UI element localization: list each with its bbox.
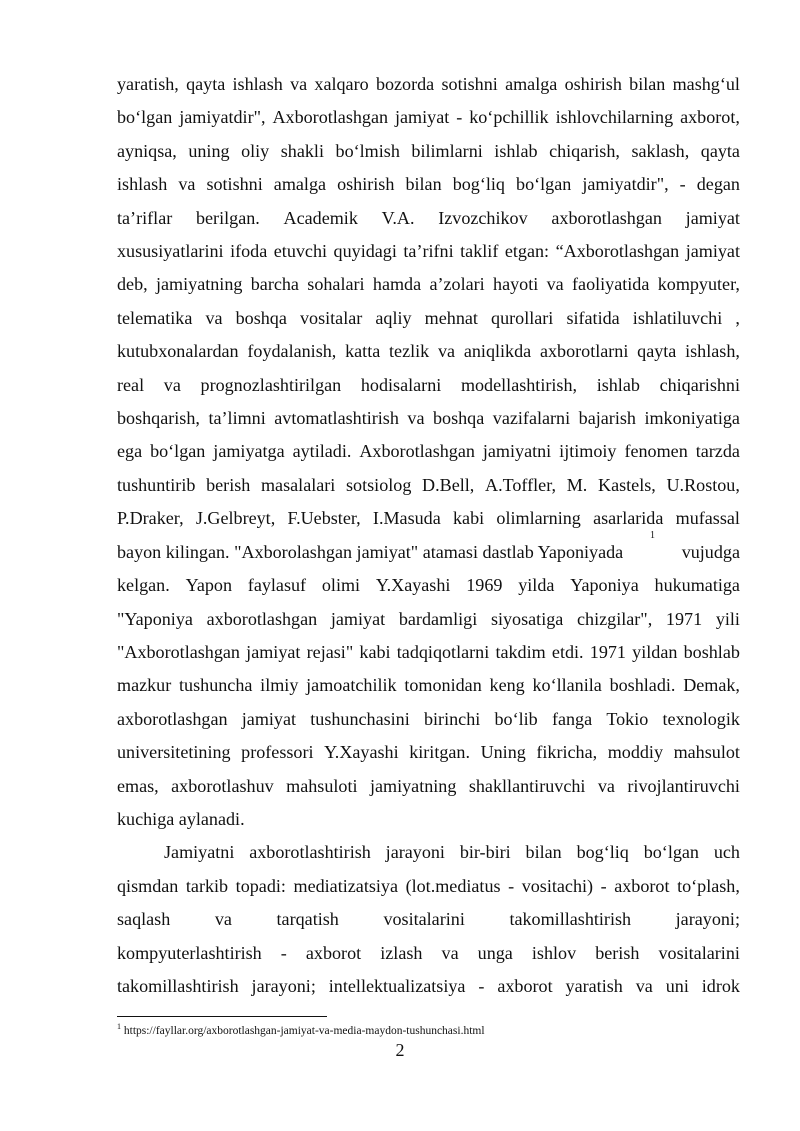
- word: axborotlashuv: [171, 775, 274, 796]
- word: tushuncha: [179, 675, 253, 696]
- word: I.Masuda: [372, 508, 441, 529]
- word: va: [178, 174, 196, 195]
- text-line: [117, 302, 740, 335]
- paragraph-first-line: [117, 836, 740, 869]
- text-line: [117, 770, 740, 803]
- word: ta’rifni: [403, 241, 454, 262]
- word: bo‘lgan: [643, 842, 699, 863]
- word: -: [600, 875, 607, 896]
- word: ,: [735, 307, 740, 328]
- text-line: [117, 569, 740, 602]
- text-line: [117, 68, 740, 101]
- word: -: [456, 107, 463, 128]
- word: Jamiyatni: [164, 842, 235, 863]
- word: va: [214, 909, 232, 930]
- word: uning: [188, 140, 230, 161]
- footnote-separator: [117, 1016, 327, 1017]
- word: ishlab: [494, 140, 538, 161]
- word: ishlovchilarning: [555, 107, 674, 128]
- word: -: [280, 942, 287, 963]
- word: axborot: [305, 942, 362, 963]
- word: takdim: [495, 641, 546, 662]
- word: kabi: [359, 641, 391, 662]
- word: ishlatiluvchi: [632, 307, 723, 328]
- word: axborotlarni: [539, 341, 629, 362]
- text-line: [117, 970, 740, 1003]
- word: ko‘llanila: [532, 675, 602, 696]
- word: tushunchasini: [310, 708, 410, 729]
- word: U.Rostou,: [666, 474, 740, 495]
- text-line: [117, 669, 740, 702]
- word: tarkib: [185, 875, 229, 896]
- word: vositalarini: [658, 942, 740, 963]
- word: bozorda: [375, 74, 435, 94]
- word: prognozlashtirilgan: [200, 374, 342, 395]
- word: etgan:: [504, 241, 550, 262]
- word: axborotlashgan: [206, 608, 318, 629]
- word: shakli: [280, 140, 324, 161]
- word: sotishni: [441, 74, 498, 94]
- word: 1969: [466, 575, 503, 596]
- word: boshqa: [433, 408, 485, 429]
- word: boshladi.: [609, 675, 676, 696]
- word: bilan: [629, 74, 666, 94]
- word: -: [508, 875, 515, 896]
- word: mashg‘ul: [672, 74, 740, 94]
- word: ayniqsa,: [117, 140, 177, 161]
- word: avtomatlashtirish: [274, 408, 399, 429]
- word: A.Toffler,: [485, 474, 557, 495]
- word: olimlarning: [496, 508, 581, 529]
- word: foydalanish,: [247, 341, 337, 362]
- word: Academik: [283, 207, 358, 228]
- word: xususiyatlarini: [117, 241, 224, 262]
- word: qayta: [637, 341, 677, 362]
- text-line-part: vujudga: [681, 541, 740, 562]
- word: saklash,: [631, 140, 690, 161]
- word: quyidagi: [333, 241, 397, 262]
- word: jamiyatning: [369, 775, 457, 796]
- word: Yapon: [185, 575, 232, 596]
- word: jarayoni;: [251, 975, 316, 996]
- text-line-with-footnote-ref: [117, 529, 740, 569]
- word: jamiyatni: [482, 441, 552, 462]
- word: masalalari: [260, 474, 336, 495]
- word: keng: [489, 675, 525, 696]
- text-line: [117, 903, 740, 936]
- word: chiqarish,: [549, 140, 620, 161]
- word: real: [117, 374, 145, 395]
- word: ta’riflar: [117, 207, 173, 228]
- word: texnologik: [662, 708, 740, 729]
- word: olimi: [321, 575, 361, 596]
- word: hamda: [372, 274, 422, 295]
- word: rejasi": [306, 641, 354, 662]
- word: kiritgan.: [409, 742, 470, 763]
- word: jamiyatning: [155, 274, 243, 295]
- word: faoliyatida: [572, 274, 650, 295]
- word: shakllantiruvchi: [468, 775, 586, 796]
- word: qismdan: [117, 875, 179, 896]
- word: "Yaponiya: [117, 608, 193, 629]
- footnote-link[interactable]: https://fayllar.org/axborotlashgan-jamiyat-va-media-maydon-tushunchasi.html: [123, 1025, 485, 1037]
- word: ijtimoiy: [559, 441, 617, 462]
- text-line: [117, 502, 740, 535]
- word: tarzda: [695, 441, 740, 462]
- word: jamiyat: [246, 641, 301, 662]
- word: V.A.: [381, 207, 415, 228]
- word: ishlash: [232, 74, 283, 94]
- text-line: [117, 369, 740, 402]
- word: ishlab: [596, 374, 640, 395]
- word: jamiyat: [395, 107, 450, 128]
- word: oliy: [241, 140, 270, 161]
- word: -: [679, 174, 686, 195]
- word: hayoti: [493, 274, 539, 295]
- word: sifatida: [566, 307, 620, 328]
- word: Izvozchikov: [438, 207, 528, 228]
- word: uch: [713, 842, 740, 863]
- word: jamiyat: [685, 207, 740, 228]
- word: xalqaro: [314, 74, 369, 94]
- word: vositalar: [299, 307, 363, 328]
- word: ega: [117, 441, 143, 462]
- word: boshqa: [235, 307, 287, 328]
- word: bog‘liq: [576, 842, 629, 863]
- word: axborotlashgan: [117, 708, 228, 729]
- word: fenomen: [624, 441, 688, 462]
- word: takomillashtirish: [509, 909, 632, 930]
- word: saqlash: [117, 909, 171, 930]
- word: siyosatiga: [490, 608, 564, 629]
- word: axborot,: [680, 107, 740, 128]
- word: axborotlashtirish: [249, 842, 371, 863]
- word: ifoda: [230, 241, 268, 262]
- word: jarayoni;: [675, 909, 740, 930]
- word: kelgan.: [117, 575, 170, 596]
- word: P.Draker,: [117, 508, 184, 529]
- word: mazkur: [117, 675, 172, 696]
- text-line: [117, 135, 740, 168]
- word: jamoatchilik: [306, 675, 397, 696]
- text-line: [117, 335, 740, 368]
- word: kompyuter,: [657, 274, 740, 295]
- word: Axborotlashgan: [359, 441, 475, 462]
- footnote: [117, 1024, 485, 1038]
- word: taklif: [460, 241, 499, 262]
- word: mehnat: [424, 307, 478, 328]
- word: birinchi: [423, 708, 481, 729]
- word: sotishni: [206, 174, 263, 195]
- word: tezlik: [389, 341, 430, 362]
- word: katta: [345, 341, 381, 362]
- word: tomonidan: [404, 675, 482, 696]
- word: qurollari: [491, 307, 554, 328]
- word: idrok: [701, 975, 740, 996]
- text-line: [117, 202, 740, 235]
- word: topadi:: [235, 875, 286, 896]
- word: faylasuf: [247, 575, 307, 596]
- word: J.Gelbreyt,: [195, 508, 276, 529]
- word: etdi.: [551, 641, 584, 662]
- word: boshlab: [683, 641, 740, 662]
- text-line: [117, 435, 740, 468]
- word: kutubxonalardan: [117, 341, 239, 362]
- word: uni: [665, 975, 689, 996]
- word: va: [438, 341, 456, 362]
- word: bog‘liq: [452, 174, 505, 195]
- word: bo‘lgan: [150, 441, 206, 462]
- word: berish: [206, 474, 251, 495]
- word: modellashtirish,: [460, 374, 578, 395]
- word: "Axborotlashgan: [117, 641, 240, 662]
- word: Axborotlashgan: [272, 107, 389, 128]
- text-line: [117, 168, 740, 201]
- word: mahsuloti: [286, 775, 358, 796]
- word: asarlarida: [593, 508, 664, 529]
- word: vositalarini: [383, 909, 465, 930]
- word: takomillashtirish: [117, 975, 239, 996]
- word: tarqatish: [276, 909, 339, 930]
- text-line: [117, 937, 740, 970]
- word: F.Uebster,: [287, 508, 361, 529]
- word: ishlov: [531, 942, 577, 963]
- word: Demak,: [683, 675, 740, 696]
- word: Kastels,: [598, 474, 656, 495]
- word: imkoniyatiga: [644, 408, 740, 429]
- word: oshirish: [564, 74, 622, 94]
- body-text: [117, 68, 740, 1003]
- word: sohalari: [307, 274, 365, 295]
- word: a’zolari: [429, 274, 485, 295]
- text-line-part: bayon kilingan. "Axborolashgan jamiyat" atamasi dastlab Yaponiyada: [117, 541, 624, 562]
- word: va: [407, 408, 425, 429]
- word: bo‘lgan: [516, 174, 572, 195]
- word: ta’limni: [208, 408, 266, 429]
- word: ishlash: [117, 174, 168, 195]
- word: bajarish: [578, 408, 636, 429]
- word: yili: [715, 608, 740, 629]
- word: va: [290, 74, 308, 94]
- word: oshirish: [337, 174, 395, 195]
- word: aniqlikda: [463, 341, 532, 362]
- word: yildan: [632, 641, 678, 662]
- word: unga: [477, 942, 513, 963]
- word: jamiyatdir",: [582, 174, 669, 195]
- word: vositachi): [521, 875, 594, 896]
- word: bilan: [525, 842, 562, 863]
- word: berilgan.: [195, 207, 260, 228]
- word: 1971: [665, 608, 703, 629]
- text-line: [117, 870, 740, 903]
- word: hodisalarni: [360, 374, 442, 395]
- text-line: [117, 402, 740, 435]
- text-line: [117, 268, 740, 301]
- word: va: [205, 307, 223, 328]
- word: rivojlantiruvchi: [627, 775, 740, 796]
- word: aqliy: [375, 307, 412, 328]
- word: yaratish: [565, 975, 623, 996]
- word: berish: [595, 942, 640, 963]
- word: Y.Xayashi: [324, 742, 399, 763]
- word: amalga: [505, 74, 558, 94]
- word: boshqarish,: [117, 408, 200, 429]
- word: jamiyat: [685, 241, 740, 262]
- word: intellektualizatsiya: [328, 975, 466, 996]
- word: Y.Xayashi: [375, 575, 451, 596]
- word: fanga: [551, 708, 593, 729]
- word: bilimlarni: [411, 140, 483, 161]
- word: jamiyatga: [213, 441, 285, 462]
- text-line: [117, 469, 740, 502]
- word: 1971: [589, 641, 626, 662]
- word: (lot.mediatus: [405, 875, 501, 896]
- word: tadqiqotlarni: [396, 641, 490, 662]
- word: aytiladi.: [292, 441, 352, 462]
- word: D.Bell,: [422, 474, 475, 495]
- word: jamiyat: [241, 708, 297, 729]
- word: kompyuterlashtirish: [117, 942, 262, 963]
- word: kabi: [453, 508, 485, 529]
- word: vazifalarni: [492, 408, 571, 429]
- word: “Axborotlashgan: [555, 241, 680, 262]
- word: to‘plash,: [677, 875, 740, 896]
- word: bo‘lgan: [117, 107, 173, 128]
- word: mahsulot: [673, 742, 740, 763]
- text-line: [117, 603, 740, 636]
- word: axborotlashgan: [551, 207, 662, 228]
- word: chizgilar",: [577, 608, 653, 629]
- word: amalga: [273, 174, 327, 195]
- text-line: [117, 101, 740, 134]
- word: professori: [241, 742, 314, 763]
- word: telematika: [117, 307, 193, 328]
- text-line: [117, 703, 740, 736]
- word: ko‘pchillik: [469, 107, 549, 128]
- word: va: [597, 775, 615, 796]
- word: deb,: [117, 274, 148, 295]
- page-number: 2: [395, 1040, 405, 1060]
- word: tushuntirib: [117, 474, 196, 495]
- word: bo‘lmish: [335, 140, 400, 161]
- word: bir-biri: [459, 842, 511, 863]
- word: va: [635, 975, 653, 996]
- text-line: [117, 235, 740, 268]
- word: izlash: [380, 942, 423, 963]
- text-line: kuchiga aylanadi.: [117, 808, 245, 829]
- word: jamiyatdir",: [179, 107, 266, 128]
- word: Uning: [480, 742, 526, 763]
- word: yilda: [518, 575, 555, 596]
- word: axborot: [497, 975, 553, 996]
- word: qayta: [700, 140, 740, 161]
- word: chiqarishni: [659, 374, 740, 395]
- word: bardamligi: [398, 608, 478, 629]
- word: bo‘lib: [494, 708, 538, 729]
- word: jarayoni: [385, 842, 445, 863]
- word: va: [441, 942, 459, 963]
- word: axborot: [614, 875, 670, 896]
- word: fikricha,: [536, 742, 598, 763]
- footnote-marker: 1: [117, 1022, 121, 1032]
- word: Yaponiya: [570, 575, 639, 596]
- word: etuvchi: [273, 241, 328, 262]
- word: va: [163, 374, 181, 395]
- footnote-reference: 1: [649, 529, 655, 541]
- word: bilan: [405, 174, 442, 195]
- text-line: [117, 736, 740, 769]
- word: mediatizatsiya: [293, 875, 398, 896]
- word: universitetining: [117, 742, 231, 763]
- word: -: [478, 975, 485, 996]
- word: va: [546, 274, 564, 295]
- word: emas,: [117, 775, 159, 796]
- word: sotsiolog: [346, 474, 412, 495]
- word: Tokio: [606, 708, 649, 729]
- word: degan: [696, 174, 740, 195]
- word: ilmiy: [260, 675, 299, 696]
- word: mufassal: [675, 508, 740, 529]
- text-line: [117, 636, 740, 669]
- word: ishlash,: [685, 341, 740, 362]
- word: moddiy: [607, 742, 664, 763]
- word: yaratish,: [117, 74, 179, 94]
- word: jamiyat: [330, 608, 386, 629]
- word: barcha: [250, 274, 299, 295]
- word: qayta: [186, 74, 226, 94]
- word: M.: [566, 474, 588, 495]
- word: hukumatiga: [654, 575, 740, 596]
